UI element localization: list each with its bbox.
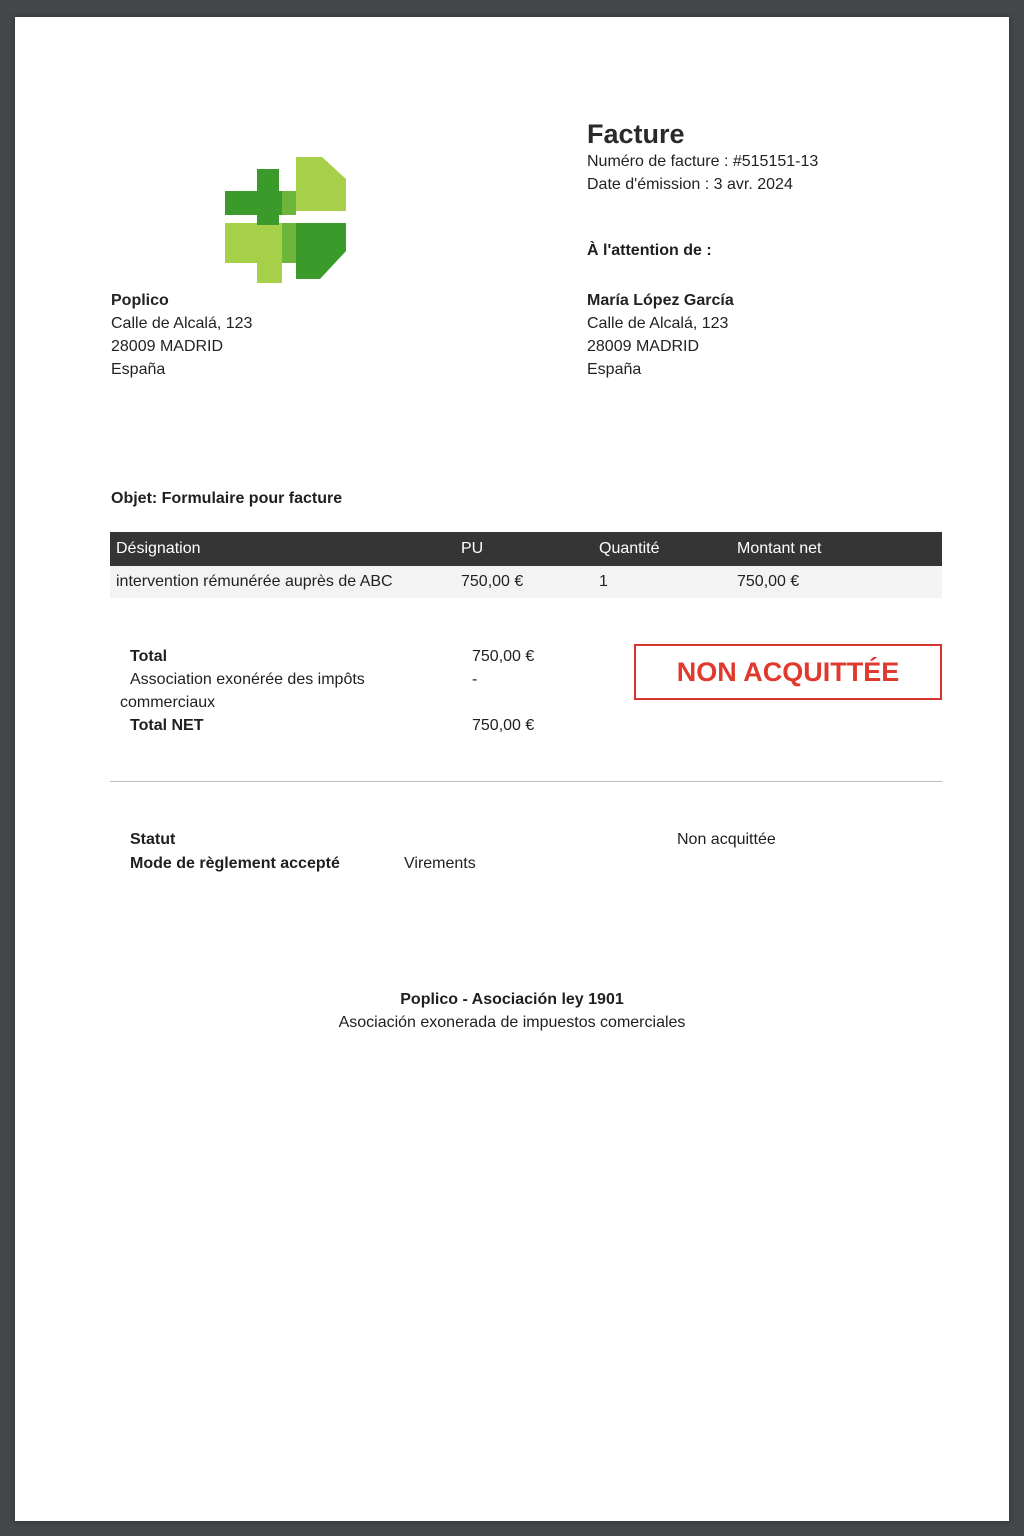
issue-date: Date d'émission : 3 avr. 2024 [587, 176, 793, 193]
attention-label: À l'attention de : [587, 242, 712, 259]
payment-mode-row [130, 852, 930, 876]
net-total-row [120, 714, 560, 737]
footer-note-line: Asociación exonerada de impuestos comerciales [338, 1014, 686, 1031]
totals-block [120, 645, 560, 737]
recipient-name: María López García [587, 292, 734, 309]
poplico-logo [210, 139, 350, 284]
sender-street: Calle de Alcalá, 123 [111, 315, 253, 332]
total-row [120, 645, 560, 668]
sender-name: Poplico [111, 292, 169, 309]
payment-mode-value: Virements [404, 855, 476, 872]
document-title: Facture [587, 119, 685, 149]
exemption-value: - [472, 671, 478, 688]
statut-value: Non acquittée [677, 831, 776, 848]
table-row [110, 566, 942, 598]
column-header-designation: Désignation [110, 532, 455, 566]
column-header-unit-price: PU [455, 532, 593, 566]
payment-status-stamp: NON ACQUITTÉE [634, 644, 942, 700]
invoice-page [15, 17, 1009, 1521]
invoice-footer [15, 988, 1009, 1034]
total-label: Total [130, 648, 168, 665]
cell-designation: intervention rémunérée auprès de ABC [110, 566, 455, 598]
table-header-row [110, 532, 942, 566]
recipient-country: España [587, 361, 642, 378]
cell-quantity: 1 [593, 566, 731, 598]
sender-address [111, 289, 431, 381]
net-total-label: Total NET [130, 717, 204, 734]
net-total-value: 750,00 € [472, 717, 535, 734]
section-divider [110, 781, 942, 782]
sender-city: 28009 MADRID [111, 338, 224, 355]
cell-net-amount: 750,00 € [731, 566, 942, 598]
invoice-header [587, 118, 967, 196]
invoice-number: Numéro de facture : #515151-13 [587, 153, 819, 170]
line-items-table [110, 532, 942, 598]
column-header-net-amount: Montant net [731, 532, 942, 566]
recipient-street: Calle de Alcalá, 123 [587, 315, 729, 332]
recipient-address [587, 289, 907, 381]
invoice-subject: Objet: Formulaire pour facture [111, 490, 343, 507]
sender-country: España [111, 361, 166, 378]
status-block [130, 828, 930, 876]
column-header-quantity: Quantité [593, 532, 731, 566]
exemption-row [120, 668, 560, 714]
recipient-city: 28009 MADRID [587, 338, 700, 355]
payment-mode-label: Mode de règlement accepté [130, 855, 340, 872]
statut-row [130, 828, 930, 852]
footer-org-line: Poplico - Asociación ley 1901 [400, 991, 624, 1008]
cell-unit-price: 750,00 € [455, 566, 593, 598]
exemption-label: Association exonérée des impôts commerciaux [120, 671, 365, 711]
statut-label: Statut [130, 831, 176, 848]
total-value: 750,00 € [472, 648, 535, 665]
